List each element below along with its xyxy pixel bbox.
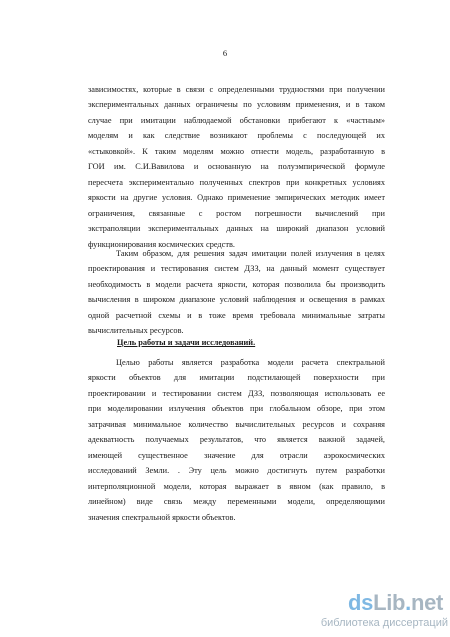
text-line: ограничения, связанные с ростом погрешности вычислений при — [88, 208, 385, 218]
logo-net: net — [410, 590, 444, 615]
text-line: вычисления в широком диапазоне условий наблюдения и освещения в рамках — [88, 295, 385, 305]
text-line: проектировании и тестировании систем ДЗЗ, позволяющая использовать ее — [88, 388, 385, 398]
text-line: Таким образом, для решения задач имитации полей излучения в целях — [116, 249, 385, 258]
section-heading: Цель работы и задачи исследований. — [117, 338, 256, 347]
text-line: исследований Земли. . Эту цель можно достигнуть путем разработки — [88, 466, 385, 476]
text-line: при моделировании излучения объектов при глобальном обзоре, при этом — [88, 404, 385, 414]
text-line: моделям и как следствие возникают проблемы с последующей их — [88, 131, 385, 141]
text-line: экспериментальных данных ограничены по условиям применения, и в таком — [88, 100, 385, 110]
text-line: функционирования космических средств. — [88, 239, 235, 249]
paragraph-1 — [88, 82, 385, 252]
text-line: линейном) виде связь между переменными модели, определяющими — [88, 497, 385, 507]
text-line: имеющей существенное значение для отрасли аэрокосмических — [88, 450, 385, 460]
text-line: экстраполяции экспериментальных данных на широкий диапазон условий — [88, 224, 385, 234]
text-line: адекватность получаемых результатов, что является важной задачей, — [88, 435, 385, 445]
paragraph-3 — [88, 355, 385, 525]
text-line: проектирования и тестирования систем ДЗЗ, на данный момент существует — [88, 264, 385, 274]
text-line: вычислительных ресурсов. — [88, 326, 184, 336]
logo-lib: Lib — [373, 590, 406, 615]
paragraph-2 — [88, 246, 385, 339]
text-line: яркости на другие условия. Однако применение эмпирических методик имеет — [88, 193, 385, 203]
text-line: пересчета экспериментально полученных спектров при конкретных условиях — [88, 177, 385, 187]
text-line: интерполяционной модели, которая выражает в явном (как правило, в — [88, 481, 385, 491]
logo-dot: . — [405, 590, 411, 615]
dslib-logo — [348, 590, 443, 616]
watermark-tagline: библиотека диссертаций — [320, 617, 448, 629]
dslib-watermark — [300, 590, 450, 637]
text-line: необходимость в модели расчета яркости, которая позволила бы производить — [88, 279, 385, 289]
logo-ds: ds — [348, 590, 374, 615]
page-number: 6 — [222, 48, 228, 58]
text-line: значения спектральной яркости объектов. — [88, 512, 236, 522]
text-line: «стыковкой». К таким моделям можно отнести модель, разработанную в — [88, 146, 385, 156]
text-line: одной расчетной схемы и в тоже время требовала минимальные затраты — [88, 310, 385, 320]
text-line: ГОИ им. С.И.Вавилова и основанную на полуэмпирической формуле — [88, 162, 385, 172]
text-line: зависимостях, которые в связи с определенными трудностями при получении — [88, 85, 385, 94]
text-line: затрачивая минимальное количество вычислительных ресурсов и сохраняя — [88, 419, 385, 429]
text-line: случае при имитации наблюдаемой обстановки прибегают к «частным» — [88, 115, 385, 125]
text-line: яркости объектов для имитации подстилающей поверхности при — [88, 373, 385, 383]
text-line: Целью работы является разработка модели расчета спектральной — [116, 358, 385, 367]
